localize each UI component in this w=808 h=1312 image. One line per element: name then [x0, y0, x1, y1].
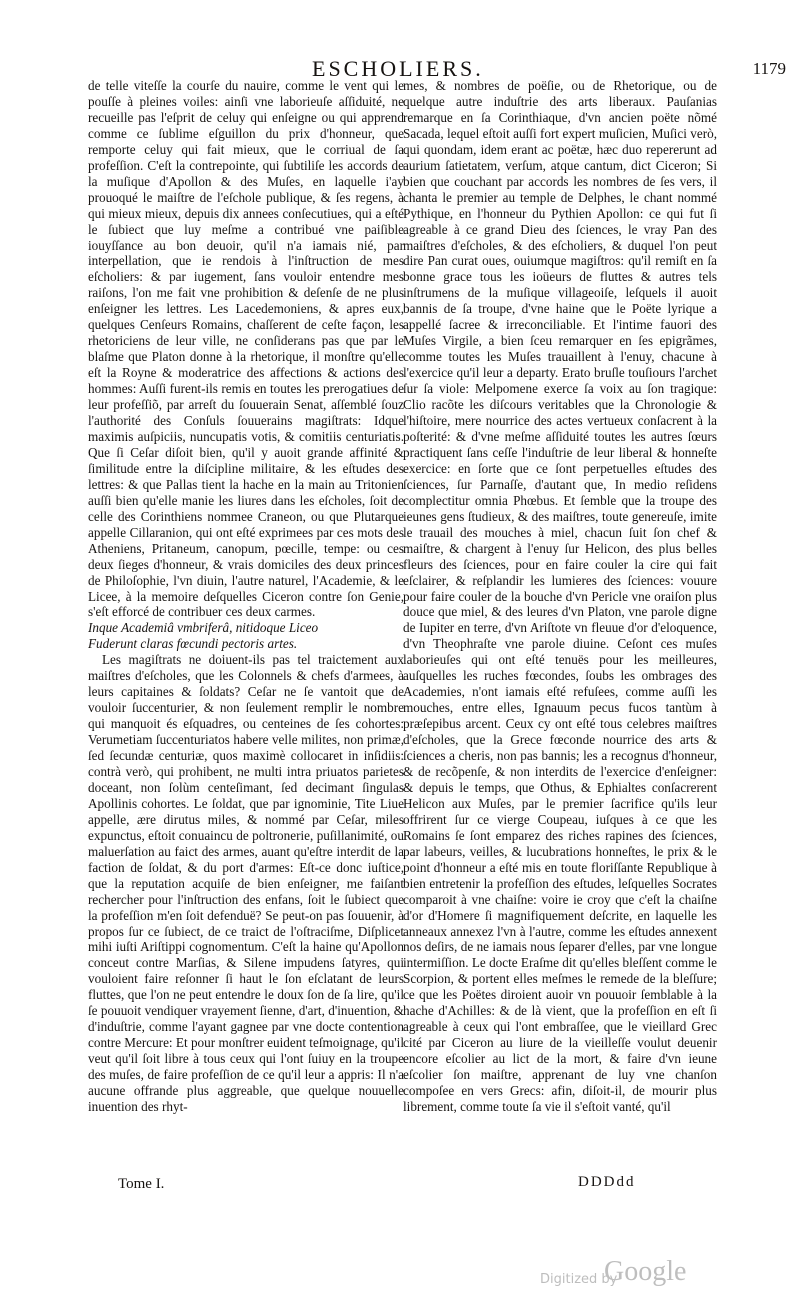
left-paragraph-2: Les magiſtrats ne doiuent-ils pas tel traictement aux maiſtres d'eſcholes, que les Colonnels & chefs d'armees, à leurs capitaines & ſoldats? Ceſar ne ſe vantoit que de vouloir ſuccenturier, & non ſeulement remplir le nombre qui manquoit és eſquadres, ou centeines de ſes cohortes: Verumetiam ſuccenturiatos habere velle milites, non primæ, ſed ſecundæ centuriæ, quos maximè collocaret in inſidiis: contrà verò, qui prohibent, ne multi intra priuatos parietes doceant, non ſolùm centeſimant, ſed decimant ſingulas Apollinis cohortes. Le ſoldat, que par ignominie, Tite Liue appelle, ære dirutus miles, & nommé par Ceſar, miles expunctus, eſtoit conuaincu de poltronerie, puſillanimité, ou maluerſation au faict des armes, auant qu'eſtre interdit de la faction de ſoldat, & du port d'armes: Eſt-ce donc iuſtice, que la reputation acquiſe de bien enſeigner, me faiſant rechercher pour l'inſtruction des enfans, ſoit le ſubiect que la profeſſion m'en ſoit defenduë? Se peut-on pas ſouuenir, à propos ſur ce ſubiect, de ce traict de l'oſtraciſme, Diſplicet mihi iuſti Ariſtippi cognomentum. C'eſt la haine qu'Apollon conceut contre Marſias, & Silene impudens ſatyres, qui vouloient faire reſonner ſi haut le ſon eſclatant de leurs fluttes, que l'on ne peut entendre le doux ſon de ſa lire, qu'il ſe pouuoit vendiquer vrayement ſienne, d'art, d'inuention, & d'induſtrie, comme l'ayant gagnee par vne docte contention contre Mercure: Et pour monſtrer euident teſmoignage, qu'il veut qu'il ſoit libre à tous ceux qui l'ont ſuiuy en la troupe des muſes, de faire profeſſion de ce qu'il leur a appris: Il n'a aucune offrande plus aggreable, que quelque nouuelle inuention des rhyt- — [88, 652, 404, 1114]
printer-signature: DDDdd — [578, 1174, 636, 1190]
google-logo: Google — [604, 1256, 687, 1287]
latin-quote-line-1: Inque Academiâ vmbriferâ, nitidoque Liceo — [88, 620, 319, 636]
left-paragraph-1: de telle viteſſe la courſe du nauire, comme le vent qui le pouſſe à pleines voiles: ainſi vne laborieuſe aſſiduité, ne recueille pas l'eſprit de celuy qui enſeigne ou qui apprend comme ce ſublime eſguillon du prix d'honneur, que remporte celuy qui fait mieux, que le corriual de ſa profeſſion. C'eſt la contrepointe, qui ſubtiliſe les accords de la muſique d'Apollon & des Muſes, en laquelle i'ay prouoqué le maiſtre de l'eſchole publique, & ſes regens, à qui mieux mieux, depuis dix annees conſecutiues, qui a eſté le ſubiect que luy meſme a contribué vne paiſible iouyſſance au bon deuoir, qu'il n'a iamais nié, par interpellation, que ie rendois à l'inſtruction de mes eſcholiers: & par iugement, ſans vouloir entendre mes raiſons, l'on me fait vne prohibition & deſenſe de ne plus enſeigner les lettres. Les Lacedemoniens, & apres eux, quelques Cenſeurs Romains, chaſſerent de ceſte façon, les rhetoriciens de leur ville, ne conſiderans pas que par le blaſme que Platon donne à la rhetorique, il monſtre qu'elle eſt la Royne & moderatrice des affections & actions des hommes: Auſſi furent-ils remis en toutes les prerogatiues de leur profeſſiõ, par arreſt du ſouuerain Senat, aſſemblé ſouz l'authorité des Conſuls ſouuerains magiſtrats: Idque maximis auſpiciis, nuncupatis votis, & comitiis centuriatis. Que ſi Ceſar diſoit bien, qu'il y auoit grande affinité & ſimilitude entre la diſcipline militaire, & les eſtudes des lettres: & que Pallas tient la hache en la main au Tritonien auſſi bien qu'elle manie les liures dans les eſcholes, ſoit de celle des Corinthiens nommee Craneon, ou que Plutarque appelle Cillaranion, qui ont eſté exprimees par ces mots des Atheniens, Pritaneum, canopum, pœcille, tempe: ou ces deux ſieges d'honneur, & vrais domiciles des deux princes de Philoſophie, l'vn diuin, l'autre naturel, l'Academie, & le Licee, à la memoire deſquelles Ciceron contre ſon Genie, s'eſt efforcé de contribuer ces deux carmes. — [88, 78, 404, 620]
page-number: 1179 — [752, 59, 786, 78]
right-paragraph-1: mes, & nombres de poëſie, ou de Rhetorique, ou de quelque autre induſtrie des arts liberaux. Pauſanias remarque en ſa Corinthiaque, d'vn ancien poëte nõmé Sacada, lequel eſtoit auſſi fort expert muſicien, Muſici verò, qui quondam, idem erant ac poëtæ, hæc duo repererunt ad aurium ſatietatem, verſum, atque cantum, dict Ciceron; Si bien que couchant par accords les nombres de ſes vers, il chanta le premier au temple de Delphes, le chant nommé Pythique, en l'honneur du Pythien Apollon: ce qui fut ſi agreable à ce grand Dieu des ſciences, le vray Pan des maiſtres d'eſcholes, & des eſcholiers, & duquel l'on peut dire Pan curat oues, ouiumque magiſtros: qu'il remiſt en ſa bonne grace tous les ioüeurs de fluttes & autres tels inſtrumens de la muſique villageoiſe, leſquels il auoit bannis de ſa troupe, d'vne haine que le Poëte lyrique a appellé ſacree & irreconciliable. Et l'intime fauori des Muſes Virgile, a bien ſceu remarquer en ſes epigrãmes, comme toutes les Muſes trauaillent à l'enuy, chacune à l'exercice qu'il leur a departy. Erato bruſle touſiours l'archet ſur ſa viole: Melpomene exerce ſa voix au ſon tragique: Clio racõte les diſcours veritables que la Chronologie & l'hiſtoire, mere nourrice des actes vertueux conſacrent à la poſterité: & d'vne meſme aſſiduité toutes les autres ſœurs practiquent ſans ceſſe l'induſtrie de leur liberal & honneſte exercice: en ſorte que ce ſont perpetuelles eſtudes des ſciences, ſur Parnaſſe, d'autant que, In medio reſidens complectitur omnia Phœbus. Et ſemble que la troupe des ieunes gens ſtudieux, & des maiſtres, toute genereuſe, imite le trauail des mouches à miel, chacun ſuit ſon chef & maiſtre, & chargent à l'enuy ſur Helicon, des plus belles fleurs des ſciences, pour en faire couler la cire qui fait eſclairer, & reſplandir les lumieres des ſciences: vouure pour faire couler de la bouche d'vn Pericle vne oraiſon plus douce que miel, & des leures d'vn Platon, vne parole digne de Iupiter en terre, d'vn Ariſtote vn fleuue d'or d'eloquence, d'vn Theophraſte vne parole diuine. Ceſont ces muſes laborieuſes qui ont eſté tenuës pour les meilleures, auſquelles les ruches fœcondes, ſoubs les ombrages des Academies, n'ont iamais eſté refuſees, comme auſſi les mouches, entre elles, Ignauum pecus fucos tantùm à præſepibus arcent. Ceux cy ont eſté tous celebres maiſtres d'eſcholes, que la Grece fœconde nourrice des arts & ſciences a cheris, non pas bannis; les a recognus d'honneur, & de recõpenſe, & non interdits de l'exercice d'enſeigner: & depuis le temps, que Othus, & Ephialtes conſacrerent Helicon aux Muſes, par le premier ſacrifice qu'ils leur offrirent ſur ce vierge Coupeau, iuſques à ce que les Romains ſe ſont emparez des riches rapines des ſciences, par labeurs, veilles, & lucubrations honneſtes, le prix & le point d'honneur a eſté mis en toute floriſſante Republique à bien entretenir la profeſſion des eſtudes, leſquelles Socrates comparoit à vne chaiſne: voire ie croy que c'eſt la chaiſne d'or d'Homere ſi magnifiquement deſcrite, en laquelle les anneaux annexez l'vn à l'autre, comme les eſtudes annexent nos deſirs, de ne iamais nous ſeparer d'elles, par vne longue intermiſſion. Le docte Eraſme dit qu'elles bleſſent comme le Scorpion, & portent elles meſmes le remede de la bleſſure; ce que les Poëtes diroient auoir vn pouuoir ſemblable à la hache d'Achilles: & de là vient, que la profeſſion en eſt ſi agreable à ceux qui l'ont embraſſee, que le vieillard Grec cité par Ciceron au liure de la vieilleſſe voulut deuenir encore eſcolier au lict de la mort, & faire d'vn ieune eſcolier ſon maiſtre, apprenant de luy vne chanſon compoſee en vers Grecs: afin, diſoit-il, de mourir plus librement, comme toute ſa vie il s'eſtoit vanté, qu'il — [403, 78, 717, 1114]
digitized-watermark — [540, 1256, 740, 1296]
volume-label: Tome I. — [118, 1176, 165, 1192]
watermark-prefix: Digitized by — [540, 1272, 618, 1287]
running-title: ESCHOLIERS. — [312, 56, 484, 81]
latin-quote-line-2: Fuderunt claras fœcundi pectoris artes. — [88, 636, 298, 652]
right-column — [403, 78, 717, 1174]
left-column — [88, 78, 404, 1174]
